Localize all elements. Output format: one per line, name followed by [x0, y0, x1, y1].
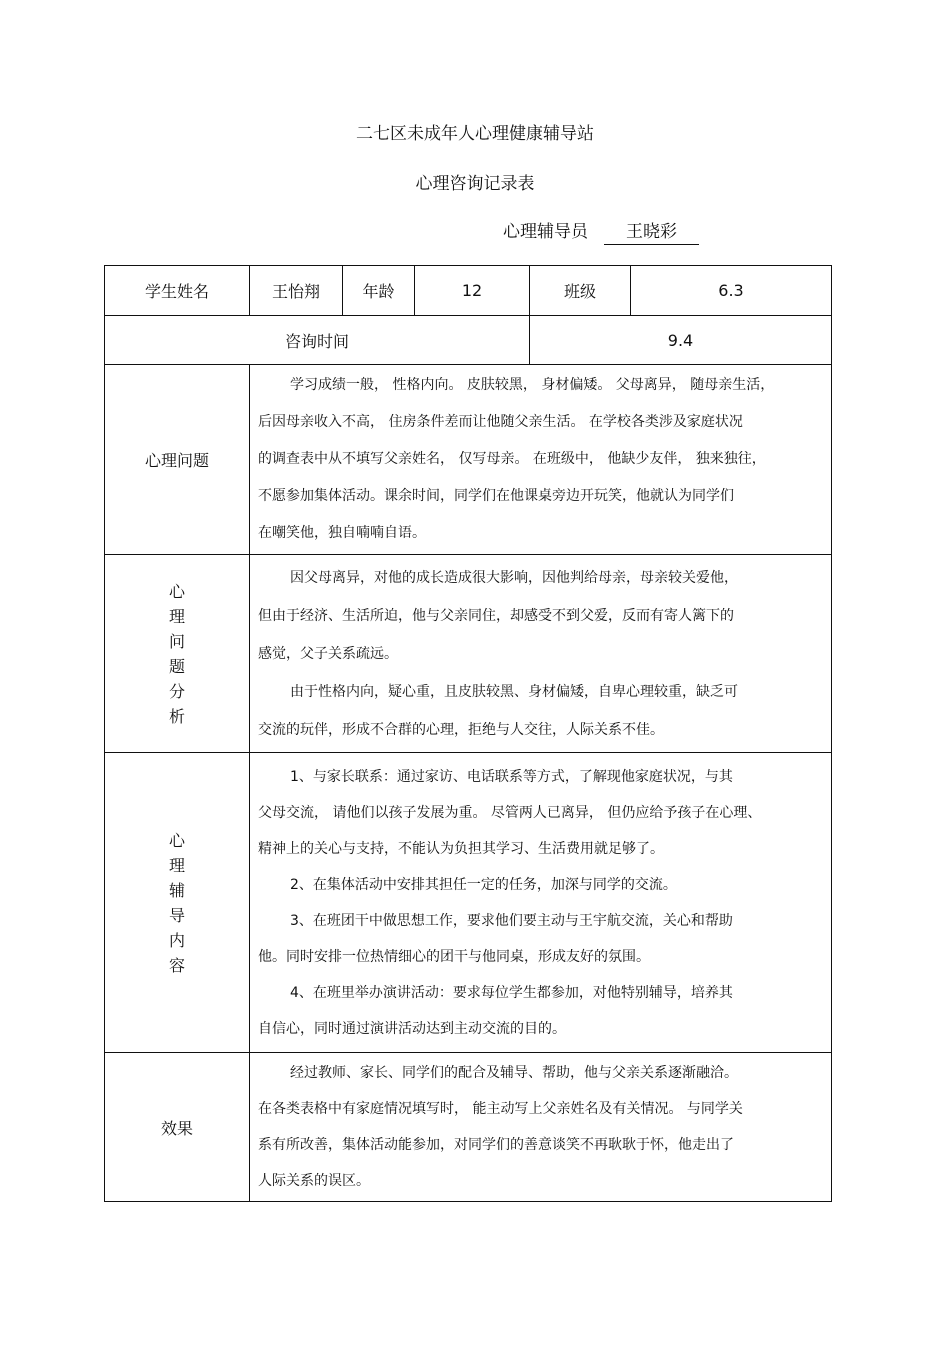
analysis-line: 感觉，父子关系疏远。	[258, 645, 398, 662]
consult-time-label: 咨询时间	[105, 316, 530, 365]
analysis-line: 因父母离异，对他的成长造成很大影响，因他判给母亲，母亲较关爱他，	[290, 569, 738, 586]
effect-line: 经过教师、家长、同学们的配合及辅导、帮助，他与父亲关系逐渐融洽。	[290, 1065, 738, 1081]
guidance-line: 4、在班里举办演讲活动：要求每位学生都参加，对他特别辅导，培养其	[290, 984, 733, 1001]
time-row	[105, 316, 832, 365]
analysis-label: 心理问题分析	[168, 581, 185, 726]
analysis-line: 由于性格内向，疑心重，且皮肤较黑、身材偏矮，自卑心理较重，缺乏可	[290, 683, 738, 700]
problem-line: 在嘲笑他，独自喃喃自语。	[258, 525, 426, 541]
guidance-label-cell	[105, 753, 250, 1053]
problem-content	[250, 365, 832, 555]
class-label: 班级	[530, 266, 631, 316]
problem-line: 学习成绩一般， 性格内向。 皮肤较黑， 身材偏矮。 父母离异， 随母亲生活，	[290, 377, 775, 393]
guidance-line: 精神上的关心与支持，不能认为负担其学习、生活费用就足够了。	[258, 840, 664, 857]
guidance-line: 3、在班团干中做思想工作，要求他们要主动与王宇航交流，关心和帮助	[290, 912, 733, 929]
guidance-content	[250, 753, 832, 1053]
problem-line: 不愿参加集体活动。课余时间，同学们在他课桌旁边开玩笑，他就认为同学们	[258, 488, 734, 504]
guidance-row	[105, 753, 832, 1053]
counselor-line	[503, 217, 699, 245]
effect-line: 系有所改善，集体活动能参加，对同学们的善意谈笑不再耿耿于怀，他走出了	[258, 1137, 734, 1153]
consult-time-value: 9.4	[530, 316, 832, 365]
problem-line: 的调查表中从不填写父亲姓名， 仅写母亲。 在班级中， 他缺少友伴， 独来独往，	[258, 451, 766, 467]
org-title: 二七区未成年人心理健康辅导站	[356, 124, 594, 144]
guidance-line: 2、在集体活动中安排其担任一定的任务，加深与同学的交流。	[290, 876, 677, 893]
analysis-content	[250, 555, 832, 753]
student-name-label: 学生姓名	[105, 266, 250, 316]
class-value: 6.3	[631, 266, 832, 316]
analysis-line: 但由于经济、生活所迫，他与父亲同住，却感受不到父爱，反而有寄人篱下的	[258, 607, 734, 624]
consultation-record-table	[104, 265, 832, 1202]
effect-line: 人际关系的误区。	[258, 1173, 370, 1189]
effect-label: 效果	[105, 1053, 250, 1202]
analysis-label-cell	[105, 555, 250, 753]
analysis-line: 交流的玩伴，形成不合群的心理，拒绝与人交往，人际关系不佳。	[258, 721, 664, 738]
age-label: 年龄	[343, 266, 415, 316]
counselor-name: 王晓彩	[604, 217, 699, 245]
problem-line: 后因母亲收入不高， 住房条件差而让他随父亲生活。 在学校各类涉及家庭状况	[258, 414, 743, 430]
problem-label: 心理问题	[105, 365, 250, 555]
guidance-label: 心理辅导内容	[168, 830, 185, 975]
guidance-line: 1、与家长联系：通过家访、电话联系等方式，了解现他家庭状况，与其	[290, 768, 733, 785]
guidance-line: 他。同时安排一位热情细心的团干与他同桌，形成友好的氛围。	[258, 948, 650, 965]
problem-row	[105, 365, 832, 555]
counselor-label: 心理辅导员	[503, 222, 588, 242]
guidance-line: 父母交流， 请他们以孩子发展为重。 尽管两人已离异， 但仍应给予孩子在心理、	[258, 804, 762, 821]
age-value: 12	[415, 266, 530, 316]
effect-row	[105, 1053, 832, 1202]
effect-line: 在各类表格中有家庭情况填写时， 能主动写上父亲姓名及有关情况。 与同学关	[258, 1101, 743, 1117]
form-title: 心理咨询记录表	[415, 174, 535, 194]
student-info-row	[105, 266, 832, 316]
student-name-value: 王怡翔	[250, 266, 343, 316]
analysis-row	[105, 555, 832, 753]
effect-content	[250, 1053, 832, 1202]
guidance-line: 自信心，同时通过演讲活动达到主动交流的目的。	[258, 1020, 566, 1037]
